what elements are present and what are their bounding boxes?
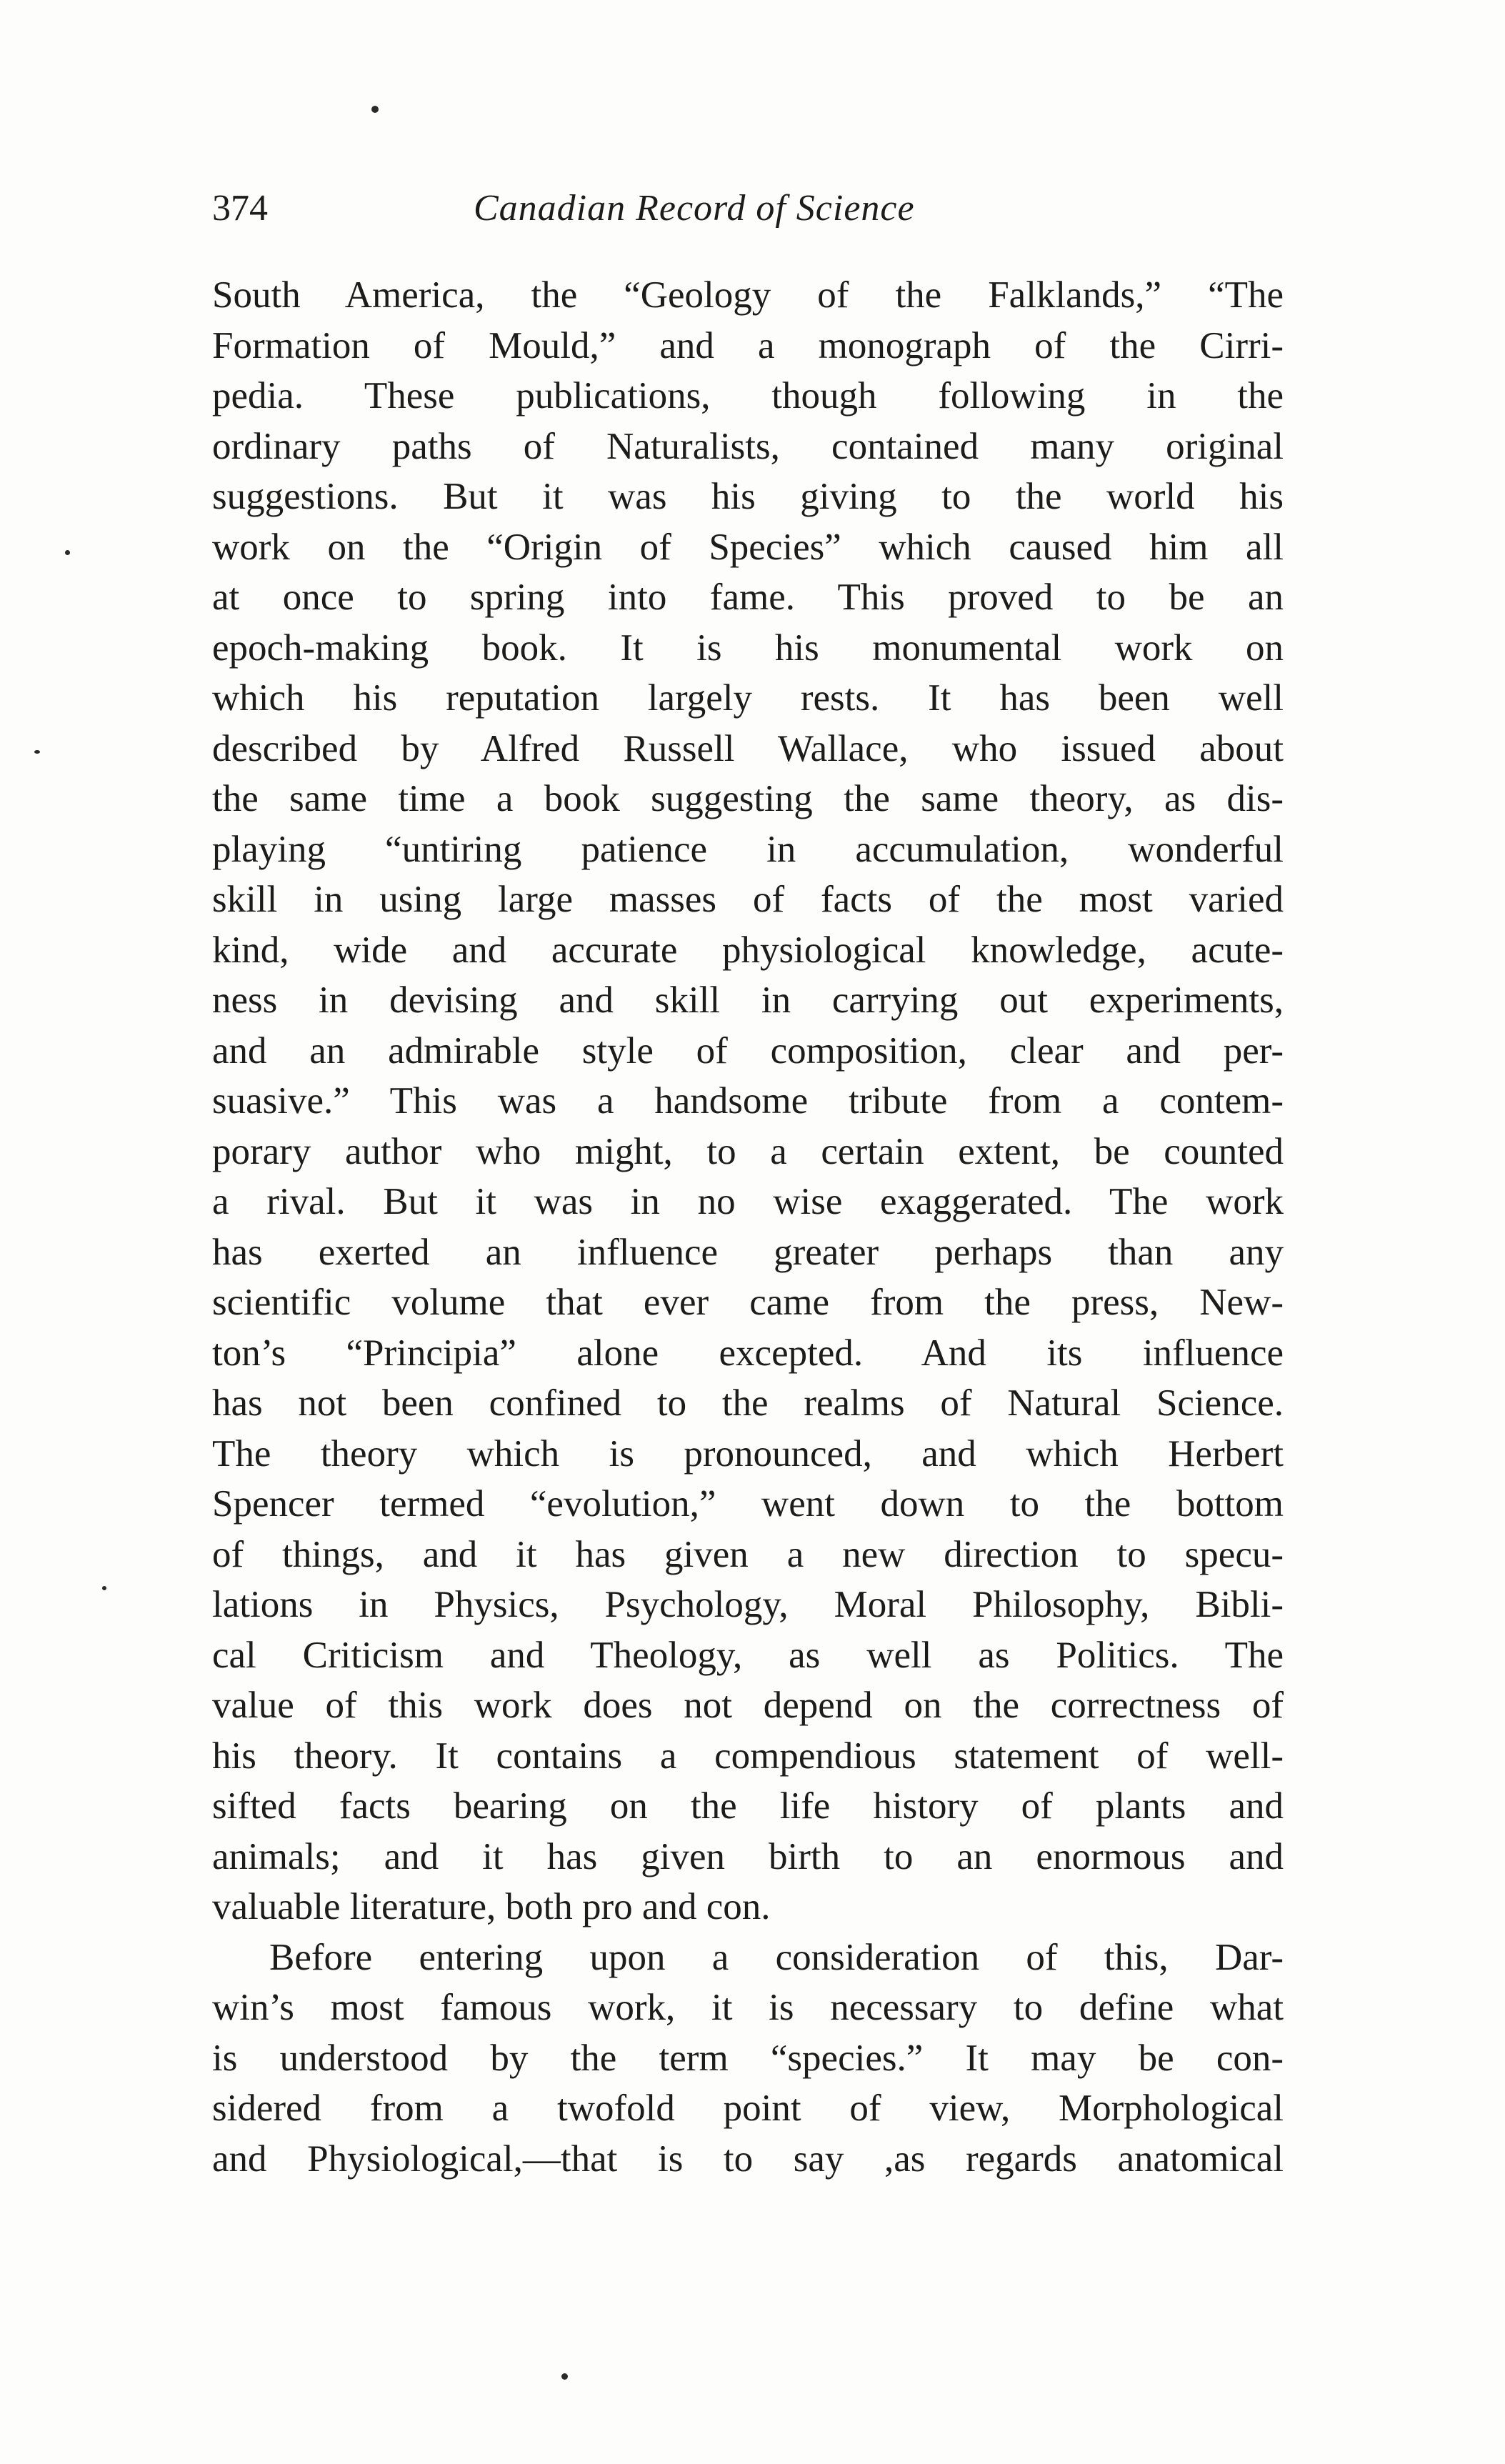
text-line: the same time a book suggesting the same theory, as dis-: [212, 778, 1284, 819]
text-line: epoch-making book. It is his monumental work on: [212, 627, 1284, 669]
text-line: of things, and it has given a new direction to specu-: [212, 1533, 1284, 1575]
text-line: Formation of Mould,” and a monograph of the Cirri-: [212, 324, 1284, 366]
scan-speck: [102, 1586, 106, 1590]
page-number: 374: [212, 188, 268, 229]
text-line: work on the “Origin of Species” which caused him all: [212, 526, 1284, 568]
text-line: sifted facts bearing on the life history of plants and: [212, 1785, 1284, 1827]
text-line: scientific volume that ever came from the press, New-: [212, 1282, 1284, 1323]
text-line: ton’s “Principia” alone excepted. And its influence: [212, 1332, 1284, 1374]
text-line: ness in devising and skill in carrying out experiments,: [212, 979, 1284, 1021]
paragraph-1: [212, 270, 1284, 1932]
text-line: has exerted an influence greater perhaps than any: [212, 1231, 1284, 1273]
text-line: win’s most famous work, it is necessary to define what: [212, 1987, 1284, 2028]
text-line: and an admirable style of composition, clear and per-: [212, 1029, 1284, 1072]
text-line: which his reputation largely rests. It has been well: [212, 677, 1284, 719]
text-line: South America, the “Geology of the Falklands,” “The: [212, 274, 1284, 316]
text-line: skill in using large masses of facts of the most varied: [212, 879, 1284, 920]
text-line: is understood by the term “species.” It may be con-: [212, 2037, 1284, 2079]
text-line: cal Criticism and Theology, as well as Politics. The: [212, 1634, 1284, 1676]
text-line: described by Alfred Russell Wallace, who issued about: [212, 727, 1284, 769]
scan-speck: [371, 106, 379, 113]
scan-speck: [65, 550, 70, 555]
text-line: porary author who might, to a certain extent, be counted: [212, 1130, 1284, 1172]
text-line: pedia. These publications, though following in the: [212, 375, 1284, 417]
body-text: [212, 270, 1284, 2184]
text-line: Spencer termed “evolution,” went down to the bottom: [212, 1483, 1284, 1525]
text-line: a rival. But it was in no wise exaggerated. The work: [212, 1181, 1284, 1222]
text-line: sidered from a twofold point of view, Morphological: [212, 2088, 1284, 2129]
text-line: and Physiological,—that is to say ,as regards anatomical: [212, 2138, 1284, 2180]
text-line: at once to spring into fame. This proved to be an: [212, 577, 1284, 618]
text-line: value of this work does not depend on the correctness of: [212, 1685, 1284, 1726]
paragraph-2: [212, 1932, 1284, 2185]
text-line: ordinary paths of Naturalists, contained many original: [212, 425, 1284, 467]
text-line: Before entering upon a consideration of this, Dar-: [269, 1936, 1284, 1978]
text-line: animals; and it has given birth to an enormous and: [212, 1835, 1284, 1877]
text-line: suasive.” This was a handsome tribute from a contem-: [212, 1080, 1284, 1122]
text-line: playing “untiring patience in accumulation, wonderful: [212, 828, 1284, 870]
text-line: valuable literature, both pro and con.: [212, 1886, 771, 1927]
running-title: Canadian Record of Science: [474, 188, 915, 229]
text-line: The theory which is pronounced, and which Herbert: [212, 1432, 1284, 1475]
text-line: has not been confined to the realms of Natural Science.: [212, 1382, 1284, 1424]
text-line: his theory. It contains a compendious statement of well-: [212, 1735, 1284, 1777]
text-line: kind, wide and accurate physiological knowledge, acute-: [212, 929, 1284, 971]
text-line: lations in Physics, Psychology, Moral Philosophy, Bibli-: [212, 1584, 1284, 1625]
text-line: suggestions. But it was his giving to the world his: [212, 476, 1284, 517]
scan-speck: [561, 2373, 568, 2380]
page-header: [212, 180, 1284, 237]
scan-speck: [34, 750, 40, 754]
